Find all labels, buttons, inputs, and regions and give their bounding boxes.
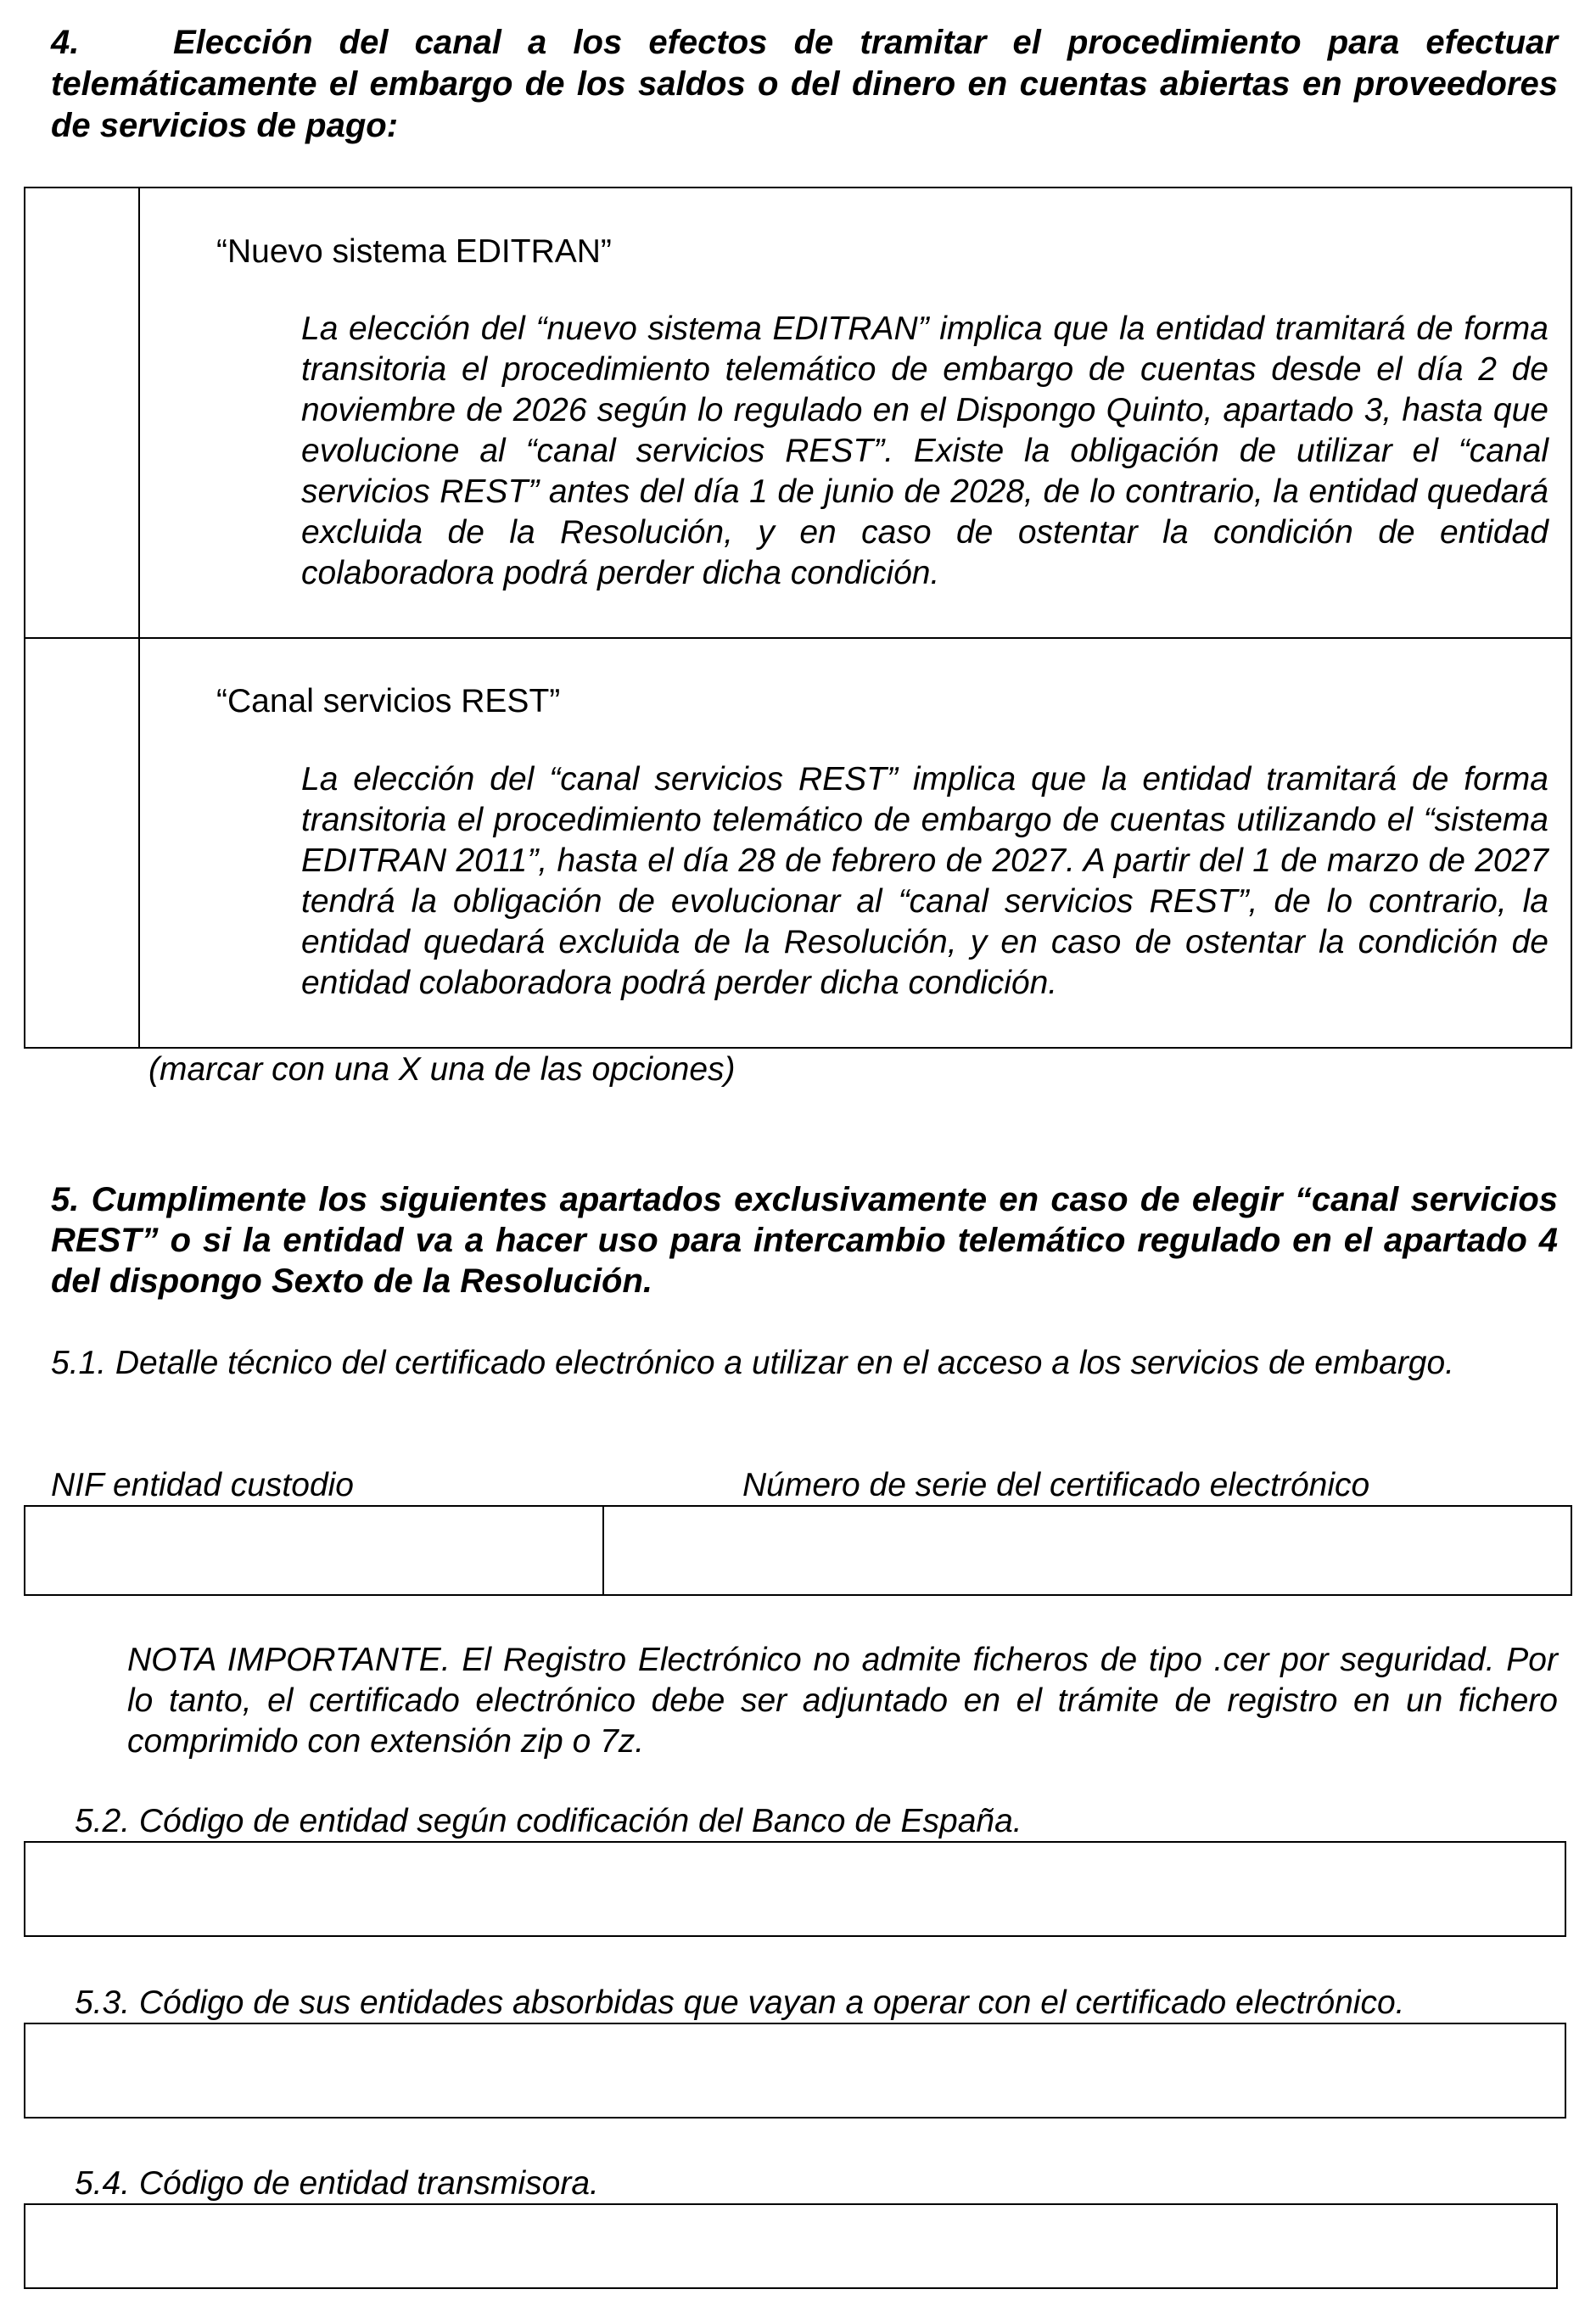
- section-4-number: 4.: [51, 24, 80, 61]
- certificate-serial-field[interactable]: [604, 1507, 1571, 1594]
- bank-code-field[interactable]: [24, 1841, 1566, 1937]
- important-note: NOTA IMPORTANTE. El Registro Electrónico no admite ficheros de tipo .cer por seguridad. Por lo tanto, el certificado electrónico debe ser adjuntado en el trámite de registro en un fichero comprimido con extensión zip o 7z.: [127, 1642, 1558, 1760]
- absorbed-entities-field[interactable]: [24, 2023, 1566, 2118]
- section-5-2-label: 5.2. Código de entidad según codificación del Banco de España.: [75, 1803, 1022, 1839]
- section-5-4-label: 5.4. Código de entidad transmisora.: [75, 2165, 599, 2202]
- options-instruction: (marcar con una X una de las opciones): [148, 1051, 736, 1088]
- section-4-heading: [51, 22, 1558, 147]
- option-editran-checkbox[interactable]: [25, 188, 138, 637]
- section-4-heading-text: Elección del canal a los efectos de tramitar el procedimiento para efectuar telemáticamente el embargo de los saldos o del dinero en cuentas abiertas en proveedores de servicios de pago:: [51, 24, 1558, 144]
- nif-column-label: NIF entidad custodio: [51, 1467, 354, 1503]
- option-rest-description: La elección del “canal servicios REST” implica que la entidad tramitará de forma transitoria el procedimiento telemático de embargo de cuentas utilizando el “sistema EDITRAN 2011”, hasta el día 28 de febrero de 2027. A partir del 1 de marzo de 2027 tendrá la obligación de evolucionar al “canal servicios REST”, de lo contrario, la entidad quedará excluida de la Resolución, y en caso de ostentar la condición de entidad colaboradora podrá perder dicha condición.: [301, 761, 1548, 1001]
- option-editran-title: “Nuevo sistema EDITRAN”: [216, 233, 612, 270]
- section-5-3-label: 5.3. Código de sus entidades absorbidas que vayan a operar con el certificado electrónico.: [75, 1984, 1405, 2021]
- option-rest-checkbox[interactable]: [25, 639, 138, 1047]
- section-5-heading: 5. Cumplimente los siguientes apartados exclusivamente en caso de elegir “canal servicios REST” o si la entidad va a hacer uso para intercambio telemático regulado en el apartado 4 del dispongo Sexto de la Resolución.: [51, 1181, 1558, 1300]
- option-rest-title: “Canal servicios REST”: [216, 683, 561, 719]
- option-editran-description: La elección del “nuevo sistema EDITRAN” implica que la entidad tramitará de forma transitoria el procedimiento telemático de embargo de cuentas desde el día 2 de noviembre de 2026 según lo regulado en el Dispongo Quinto, apartado 3, hasta que evolucione al “canal servicios REST”. Existe la obligación de utilizar el “canal servicios REST” antes del día 1 de junio de 2028, de lo contrario, la entidad quedará excluida de la Resolución, y en caso de ostentar la condición de entidad colaboradora podrá perder dicha condición.: [301, 311, 1548, 591]
- transmitting-entity-field[interactable]: [24, 2203, 1558, 2289]
- section-5-1-label: 5.1. Detalle técnico del certificado electrónico a utilizar en el acceso a los servicios de embargo.: [51, 1345, 1455, 1381]
- serial-column-label: Número de serie del certificado electrónico: [742, 1467, 1370, 1503]
- nif-entidad-custodio-field[interactable]: [25, 1507, 602, 1594]
